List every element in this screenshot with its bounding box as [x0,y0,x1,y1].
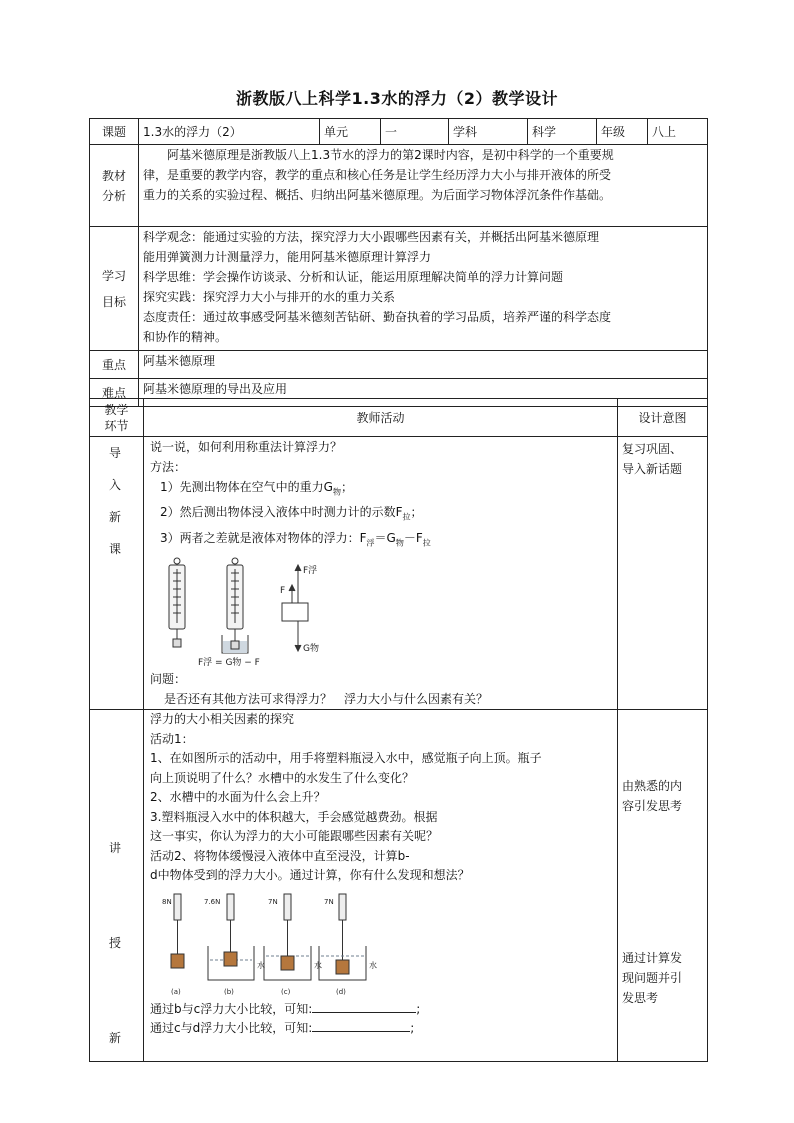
subject-label: 学科 [449,119,528,145]
textbook-row [90,145,708,227]
reading-b: 7.6N [204,897,221,906]
grade-value: 八上 [648,119,708,145]
key-point-label: 重点 [90,351,139,379]
setup-d [319,894,366,980]
process-table [89,398,708,1062]
formula-label: F浮 = G物 − F [198,658,260,669]
lecture-stage: 讲 授 新 [90,710,144,1062]
textbook-label: 教材 分析 [90,145,139,227]
setup-b [208,894,254,980]
spring-scale-liquid [222,558,248,653]
textbook-analysis: 阿基米德原理是浙教版八上1.3节水的浮力的第2课时内容，是初中科学的一个重要规 律，是重要的教学内容，教学的重点和核心任务是让学生经历浮力大小与排开液体的所受 重力的关系的实验过程、概括、归纳出阿基米德原理。为后面学习物体浮沉条件作基础。 [139,145,708,227]
answer-blank-2[interactable] [312,1019,410,1032]
step-2: 2）然后测出物体浸入液体中时测力计的示数$F_拉$； [160,505,423,522]
buoyancy-label: F浮 [303,566,318,577]
stage-header: 教学 环节 [90,399,144,437]
reading-a: 8N [162,897,172,906]
setup-a [171,894,184,968]
intro-stage: 导 入 新 课 [90,437,144,710]
step-1: 1）先测出物体在空气中的重力$G_物$； [160,480,353,497]
info-table [89,118,708,407]
page-title: 浙教版八上科学1.3水的浮力（2）教学设计 [236,89,558,108]
key-point-value: 阿基米德原理 [139,351,708,379]
unit-value: 一 [381,119,449,145]
learning-goals: 科学观念：能通过实验的方法，探究浮力大小跟哪些因素有关，并概括出阿基米德原理 能用弹簧测力计测量浮力，能用阿基米德原理计算浮力 科学思维：学会操作访谈录、分析和认证，能运用原理解决简单的浮力计算问题 探究实践：探究浮力大小与排开的水的重力关系 态度责任：通过故事感受阿基米德刻苦钻研、勤奋执着的学习品质，培养严谨的科学态度 和协作的精神。 [139,227,708,351]
compare-c-d: 通过c与d浮力大小比较，可知: ; [150,1021,415,1036]
water-label-d: 水 [369,960,377,970]
process-header-row [90,399,708,437]
difficulty-value: 阿基米德原理的导出及应用 [139,379,708,407]
reading-d: 7N [324,897,334,906]
water-label-c: 水 [314,960,322,970]
course-label: 课题 [90,119,139,145]
intro-teacher-activity: 说一说，如何利用称重法计算浮力？ 方法： 1）先测出物体在空气中的重力$G_物$； 2）然后测出物体浸入液体中时测力计的示数$F_拉$； 3）两者之差就是液体对物体的浮力：$F_浮=G_物-F_拉$ F浮 = G物 − F F浮 F G物 问题： 是否还有其他方法可求得浮力？ 浮力大小与什么因素有关？ [144,437,618,710]
goals-label: 学习 目标 [90,227,139,351]
gravity-label: G物 [303,644,319,655]
course-value: 1.3水的浮力（2） [139,119,320,145]
lecture-teacher-activity: 浮力的大小相关因素的探究 活动1： 1、在如图所示的活动中，用手将塑料瓶浸入水中，感觉瓶子向上顶。瓶子 向上顶说明了什么？水槽中的水发生了什么变化？ 2、水槽中的水面为什么会上升？ 3.塑料瓶浸入水中的体积越大，手会感觉越费劲。根据 这一事实，你认为浮力的大小可能跟哪些因素有关呢？ 活动2、将物体缓慢浸入液体中直至浸没，计算b- d中物体受到的浮力大小。通过计算，你有什么发现和想法？ 8N 7.6N 7N 7N 水 水 水 (a) (b) (c) (d) 通过b与c浮力大小比较，可知: ; 通过c与d浮力大小比较，可知: ; [144,710,618,1062]
spring-scale-air [169,558,185,647]
setup-c [264,894,311,980]
tension-label: F [280,586,286,597]
goals-row [90,227,708,351]
intro-design-intent: 复习巩固、 导入新话题 [618,437,708,710]
weighing-figure [160,557,340,669]
lecture-design-intent: 由熟悉的内 容引发思考 通过计算发 现问题并引 发思考 [618,710,708,1062]
key-point-row [90,351,708,379]
compare-b-c: 通过b与c浮力大小比较，可知: ; [150,1001,421,1016]
label-b: (b) [224,987,234,996]
design-intent-header: 设计意图 [618,399,708,437]
step-3: 3）两者之差就是液体对物体的浮力：$F_浮=G_物-F_拉$ [160,530,431,548]
unit-label: 单元 [320,119,381,145]
water-label-b: 水 [257,960,265,970]
label-d: (d) [336,987,346,996]
force-diagram [282,565,308,651]
answer-blank-1[interactable] [312,1000,416,1013]
label-a: (a) [171,987,181,996]
difficulty-label: 难点 [90,379,139,407]
header-row [90,119,708,145]
immersion-figure [162,890,392,1000]
teacher-activity-header: 教师活动 [144,399,618,437]
grade-label: 年级 [597,119,648,145]
subject-value: 科学 [528,119,597,145]
reading-c: 7N [268,897,278,906]
intro-row [90,437,708,710]
label-c: (c) [281,987,291,996]
lecture-row [90,710,708,1062]
